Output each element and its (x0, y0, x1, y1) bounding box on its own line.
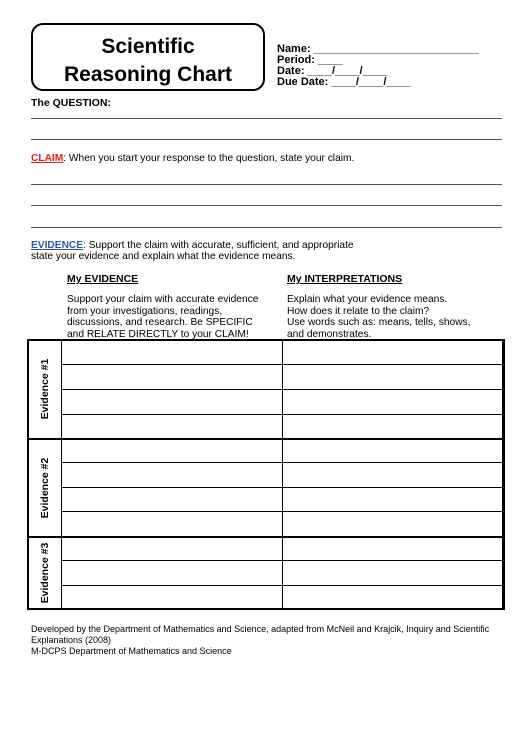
interp-desc-line: How does it relate to the claim? (287, 305, 430, 317)
title-line-1: Scientific (101, 35, 195, 58)
evidence-label: EVIDENCE (31, 240, 84, 251)
interpretation-cell[interactable] (283, 389, 505, 414)
footer-line-1: Developed by the Department of Mathematics and Science, adapted from McNeil and Krajcik, Inquiry and Scientific (31, 624, 490, 634)
evidence-cell[interactable] (62, 365, 283, 389)
interpretation-cell[interactable] (283, 463, 505, 487)
footer (31, 624, 489, 657)
evidence-desc-line: discussions, and research. Be SPECIFIC (67, 317, 253, 328)
question-label: The QUESTION: (31, 97, 111, 109)
section-label-cell (28, 537, 62, 610)
evidence-cell[interactable] (62, 585, 283, 609)
evidence-table (27, 339, 505, 610)
evidence-text-2: state your evidence and explain what the evidence means. (31, 251, 296, 262)
claim-line-2[interactable] (31, 205, 502, 206)
evidence-row (31, 240, 354, 252)
interpretation-cell[interactable] (283, 487, 505, 511)
interpretation-cell[interactable] (283, 511, 505, 536)
evidence-cell[interactable] (62, 389, 283, 414)
date-field[interactable]: Date: ____/____/____ (277, 65, 388, 77)
evidence-description (67, 294, 258, 340)
interpretation-cell[interactable] (283, 585, 505, 609)
interp-desc-line: Use words such as: means, tells, shows, (287, 317, 471, 328)
claim-label: CLAIM (31, 153, 64, 164)
interpretation-description (287, 294, 470, 340)
evidence-desc-line: from your investigations, readings, (67, 305, 223, 317)
section-label-cell (28, 340, 62, 439)
evidence-cell[interactable] (62, 511, 283, 536)
evidence-text-1: : Support the claim with accurate, sufficient, and appropriate (83, 240, 354, 251)
due-date-field[interactable]: Due Date: ____/____/____ (277, 76, 411, 88)
interpretation-cell[interactable] (283, 414, 505, 438)
interpretation-cell[interactable] (283, 340, 505, 365)
footer-line-2: Explanations (2008) (31, 635, 112, 645)
interpretation-cell[interactable] (283, 537, 505, 561)
title-box (31, 23, 265, 91)
evidence-cell[interactable] (62, 340, 283, 365)
section-label: Evidence #3 (38, 542, 51, 604)
interpretation-cell[interactable] (283, 439, 505, 463)
claim-line-1[interactable] (31, 184, 502, 185)
evidence-cell[interactable] (62, 463, 283, 487)
evidence-cell[interactable] (62, 414, 283, 438)
interpretation-cell[interactable] (283, 365, 505, 389)
evidence-desc-line: and RELATE DIRECTLY to your CLAIM! (67, 328, 249, 340)
name-field[interactable]: Name: ___________________________ (277, 43, 479, 55)
question-line-2[interactable] (31, 139, 502, 140)
evidence-cell[interactable] (62, 487, 283, 511)
evidence-cell[interactable] (62, 537, 283, 561)
evidence-desc-line: Support your claim with accurate evidence (67, 294, 259, 305)
interp-desc-line: Explain what your evidence means. (287, 294, 448, 305)
claim-text: : When you start your response to the question, state your claim. (63, 153, 355, 164)
period-field[interactable]: Period: ____ (277, 54, 343, 66)
footer-line-3: M-DCPS Department of Mathematics and Science (31, 646, 232, 656)
claim-line-3[interactable] (31, 227, 502, 228)
claim-row (31, 153, 354, 165)
evidence-cell[interactable] (62, 439, 283, 463)
interp-desc-line: and demonstrates. (287, 328, 372, 340)
title-line-2: Reasoning Chart (63, 63, 233, 86)
my-interpretations-heading: My INTERPRETATIONS (287, 273, 403, 285)
my-evidence-heading: My EVIDENCE (67, 273, 139, 285)
question-line-1[interactable] (31, 118, 502, 119)
section-label: Evidence #2 (38, 457, 51, 518)
section-label: Evidence #1 (38, 358, 51, 420)
evidence-cell[interactable] (62, 561, 283, 585)
section-label-cell (28, 439, 62, 537)
interpretation-cell[interactable] (283, 561, 505, 585)
